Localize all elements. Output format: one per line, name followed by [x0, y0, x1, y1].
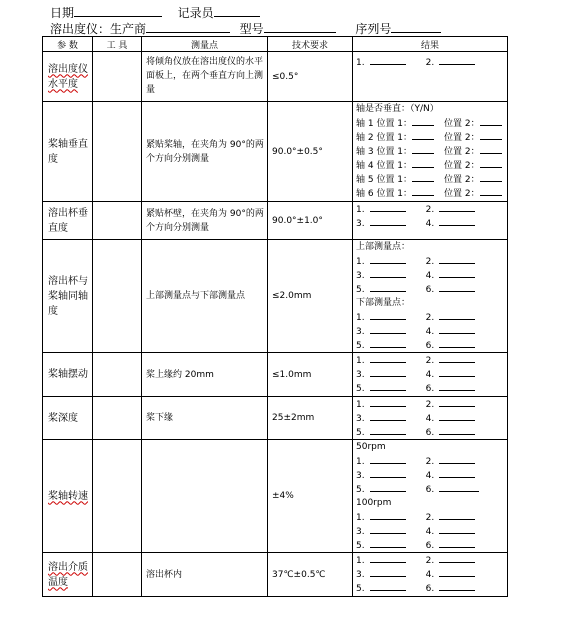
result-blank[interactable] [439, 55, 475, 65]
result-blank[interactable] [370, 282, 406, 292]
result-blank[interactable] [480, 144, 502, 154]
result-blank[interactable] [439, 510, 475, 520]
result-blank[interactable] [439, 202, 475, 212]
point-cell: 将倾角仪放在溶出度仪的水平面板上，在两个垂直方向上测量 [142, 52, 268, 102]
result-blank[interactable] [439, 216, 475, 226]
req-cell: 90.0°±1.0° [268, 202, 353, 240]
table-row [43, 240, 508, 353]
manufacturer-field[interactable] [146, 20, 230, 33]
result-cell: 1. 2. [353, 52, 508, 102]
result-blank[interactable] [370, 55, 406, 65]
serial-field[interactable] [391, 20, 441, 33]
point-cell: 桨下缘 [142, 397, 268, 440]
table-row [43, 553, 508, 597]
tool-cell [93, 102, 142, 202]
result-blank[interactable] [439, 425, 475, 435]
result-blank[interactable] [439, 482, 479, 492]
tool-cell [93, 440, 142, 553]
point-cell: 桨上缘约 20mm [142, 353, 268, 397]
param-cell: 溶出介质温度 [43, 553, 93, 597]
result-blank[interactable] [480, 158, 502, 168]
rpm-100-label: 100rpm [356, 498, 392, 508]
result-blank[interactable] [370, 268, 406, 278]
result-blank[interactable] [370, 338, 406, 348]
tool-cell [93, 240, 142, 353]
param-cell: 桨轴垂直度 [43, 102, 93, 202]
recorder-field[interactable] [214, 4, 260, 17]
result-blank[interactable] [370, 468, 406, 478]
table-header-row [43, 37, 508, 52]
result-blank[interactable] [480, 172, 502, 182]
result-blank[interactable] [480, 186, 502, 196]
point-cell: 紧贴桨轴，在夹角为 90°的两个方向分别测量 [142, 102, 268, 202]
result-cell: 上部测量点： 1. 2. 3. 4. 5. 6. 下部测量点： 1. 2. 3. 4. 5. 6. [353, 240, 508, 353]
result-blank[interactable] [412, 116, 434, 126]
model-field[interactable] [264, 20, 336, 33]
model-label: 型号 [239, 22, 264, 36]
param-cell: 桨轴转速 [43, 440, 93, 553]
col-header-param: 参 数 [43, 37, 93, 52]
param-cell: 桨深度 [43, 397, 93, 440]
result-blank[interactable] [370, 581, 406, 591]
table-row [43, 202, 508, 240]
tool-cell [93, 553, 142, 597]
point-cell: 紧贴杯壁，在夹角为 90°的两个方向分别测量 [142, 202, 268, 240]
recorder-label: 记录员 [177, 6, 214, 20]
result-blank[interactable] [370, 482, 406, 492]
table-row [43, 440, 508, 553]
result-blank[interactable] [439, 324, 475, 334]
table-row [43, 102, 508, 202]
req-cell: ±4% [268, 440, 353, 553]
param-cell: 溶出杯垂直度 [43, 202, 93, 240]
result-blank[interactable] [370, 367, 406, 377]
result-blank[interactable] [439, 353, 475, 363]
result-blank[interactable] [439, 338, 475, 348]
req-cell: ≤0.5° [268, 52, 353, 102]
result-cell: 1. 2. 3. 4. [353, 202, 508, 240]
table-row [43, 397, 508, 440]
table-row [43, 52, 508, 102]
result-blank[interactable] [370, 397, 406, 407]
req-cell: 90.0°±0.5° [268, 102, 353, 202]
col-header-result: 结果 [353, 37, 508, 52]
result-blank[interactable] [370, 324, 406, 334]
result-blank[interactable] [439, 553, 475, 563]
result-blank[interactable] [370, 538, 406, 548]
result-blank[interactable] [439, 282, 475, 292]
result-blank[interactable] [370, 310, 406, 320]
inspection-table [42, 36, 508, 597]
col-header-point: 测量点 [142, 37, 268, 52]
result-blank[interactable] [370, 567, 406, 577]
result-blank[interactable] [370, 425, 406, 435]
result-blank[interactable] [370, 510, 406, 520]
result-blank[interactable] [412, 158, 434, 168]
result-blank[interactable] [439, 581, 475, 591]
result-blank[interactable] [370, 454, 406, 464]
result-blank[interactable] [370, 353, 406, 363]
result-blank[interactable] [439, 268, 475, 278]
result-blank[interactable] [439, 411, 475, 421]
result-cell: 50rpm 1. 2. 3. 4. 5. 6. 100rpm 1. 2. 3. 4. 5. 6. [353, 440, 508, 553]
point-cell [142, 440, 268, 553]
result-blank[interactable] [370, 553, 406, 563]
req-cell: 37℃±0.5℃ [268, 553, 353, 597]
result-cell: 1. 2. 3. 4. 5. 6. [353, 553, 508, 597]
lower-measure-label: 下部测量点： [356, 298, 411, 308]
result-blank[interactable] [412, 186, 434, 196]
instrument-label: 溶出度仪：生产商 [50, 22, 147, 36]
col-header-tool: 工 具 [93, 37, 142, 52]
result-blank[interactable] [439, 538, 475, 548]
result-blank[interactable] [439, 367, 475, 377]
result-blank[interactable] [412, 130, 434, 140]
serial-label: 序列号 [355, 22, 392, 36]
result-cell: 1. 2. 3. 4. 5. 6. [353, 353, 508, 397]
result-cell: 1. 2. 3. 4. 5. 6. [353, 397, 508, 440]
result-blank[interactable] [480, 116, 502, 126]
param-cell: 桨轴摆动 [43, 353, 93, 397]
result-blank[interactable] [412, 144, 434, 154]
req-cell: ≤1.0mm [268, 353, 353, 397]
result-blank[interactable] [370, 202, 406, 212]
result-blank[interactable] [370, 524, 406, 534]
result-blank[interactable] [439, 524, 475, 534]
table-row [43, 353, 508, 397]
result-blank[interactable] [480, 130, 502, 140]
result-blank[interactable] [439, 397, 475, 407]
param-cell: 溶出度仪水平度 [43, 52, 93, 102]
upper-measure-label: 上部测量点： [356, 242, 411, 252]
result-blank[interactable] [439, 310, 475, 320]
header-line-2 [50, 20, 441, 36]
result-blank[interactable] [439, 468, 475, 478]
result-blank[interactable] [439, 567, 475, 577]
req-cell: ≤2.0mm [268, 240, 353, 353]
tool-cell [93, 52, 142, 102]
date-field[interactable] [74, 4, 162, 17]
result-cell: 轴是否垂直：（Y/N） 轴 1 位置 1： 位置 2： 轴 2 位置 1： 位置 2： 轴 3 位置 1： 位置 2： 轴 4 位置 1： 位置 2： 轴 5 位置 1： 位置 2： 轴 6 位置 1： 位置 2： [353, 102, 508, 202]
tool-cell [93, 353, 142, 397]
point-cell: 上部测量点与下部测量点 [142, 240, 268, 353]
header-line-1 [50, 4, 260, 20]
result-blank[interactable] [439, 254, 475, 264]
req-cell: 25±2mm [268, 397, 353, 440]
tool-cell [93, 397, 142, 440]
col-header-req: 技术要求 [268, 37, 353, 52]
date-label: 日期 [50, 6, 75, 20]
result-blank[interactable] [412, 172, 434, 182]
result-blank[interactable] [370, 381, 406, 391]
result-blank[interactable] [370, 216, 406, 226]
result-blank[interactable] [370, 411, 406, 421]
param-cell: 溶出杯与桨轴同轴度 [43, 240, 93, 353]
tool-cell [93, 202, 142, 240]
axis-vertical-question: 轴是否垂直：（Y/N） [356, 104, 439, 114]
rpm-50-label: 50rpm [356, 442, 386, 452]
point-cell: 溶出杯内 [142, 553, 268, 597]
result-blank[interactable] [439, 454, 475, 464]
result-blank[interactable] [439, 381, 475, 391]
result-blank[interactable] [370, 254, 406, 264]
